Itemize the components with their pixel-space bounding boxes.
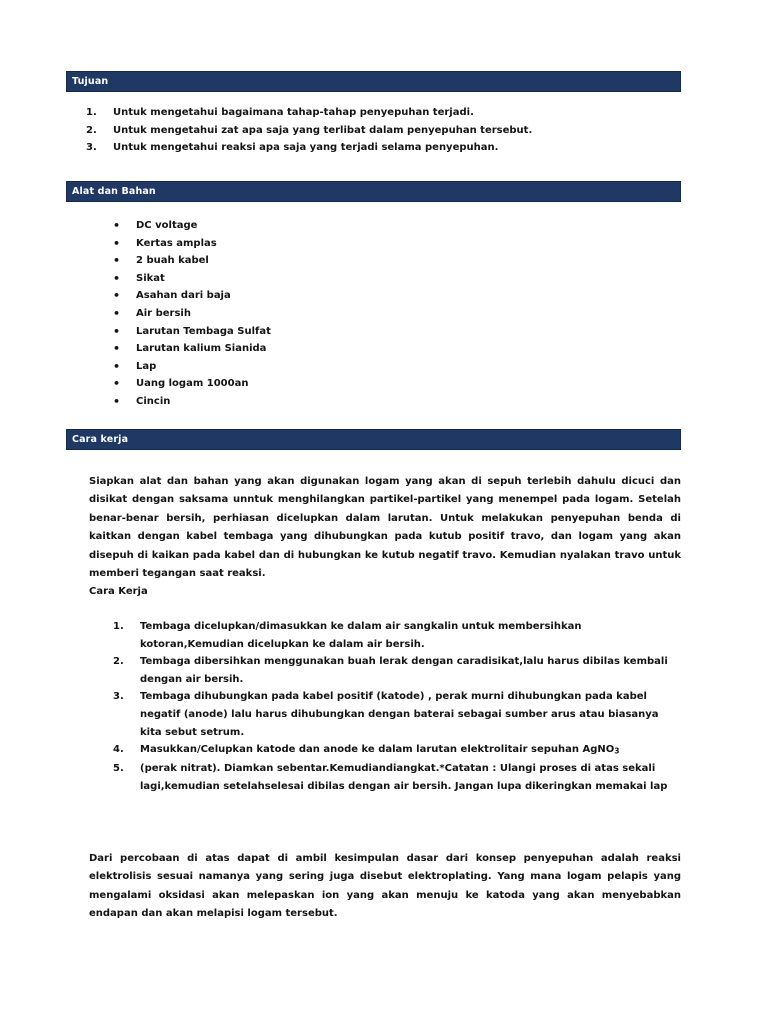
list-item — [113, 741, 683, 760]
list-item-label: Sikat — [136, 272, 165, 284]
list-item — [86, 139, 666, 157]
list-marker: 3. — [86, 142, 97, 153]
list-item — [113, 760, 683, 795]
section-heading-alat-dan-bahan: Alat dan Bahan — [66, 181, 681, 202]
list-item — [113, 217, 653, 235]
bullet-icon: • — [113, 394, 121, 408]
list-item-label: (perak nitrat). Diamkan sebentar.Kemudiandiangkat.*Catatan : Ulangi proses di atas sekali lagi,kemudian setelahselesai dibilas dengan air bersih. Jangan lupa dikeringkan memakai lap — [140, 763, 668, 792]
tujuan-list — [86, 104, 666, 157]
list-item-label: Untuk mengetahui zat apa saja yang terlibat dalam penyepuhan tersebut. — [113, 124, 533, 136]
list-item — [113, 235, 653, 253]
list-item-label: DC voltage — [136, 220, 198, 231]
list-item — [113, 270, 653, 288]
bullet-icon: • — [113, 306, 121, 320]
list-item-label: Tembaga dihubungkan pada kabel positif (katode) , perak murni dihubungkan pada kabel negatif (anode) lalu harus dihubungkan dengan baterai sebagai sumber arus atau biasanya kita sebut setrum. — [140, 691, 659, 738]
list-marker: 1. — [86, 107, 97, 118]
cara-kerja-intro-paragraph: Siapkan alat dan bahan yang akan digunakan logam yang akan di sepuh terlebih dahulu dicuci dan disikat dengan saksama unntuk menghilangkan partikel-partikel yang menempel pada logam. Setelah benar-benar bersih, perhiasan dicelupkan dalam larutan. Untuk melakukan penyepuhan benda di kaitkan dengan kabel tembaga yang dihubungkan pada kutub positif travo, dan logam yang akan disepuh di kaikan pada kabel dan di hubungkan ke kutub negatif travo. Kemudian nyalakan travo untuk memberi tegangan saat reaksi. — [89, 476, 681, 580]
bullet-icon: • — [113, 377, 121, 391]
list-item-label: Asahan dari baja — [136, 290, 231, 302]
list-item — [113, 688, 683, 741]
bullet-icon: • — [113, 324, 121, 338]
list-item — [113, 653, 683, 688]
cara-kerja-subheading: Cara Kerja — [89, 586, 148, 597]
list-item — [113, 358, 653, 376]
list-item-label: Cincin — [136, 395, 171, 407]
list-item — [113, 323, 653, 341]
list-marker: 3. — [113, 691, 124, 703]
list-item-label: Untuk mengetahui bagaimana tahap-tahap penyepuhan terjadi. — [113, 107, 474, 118]
list-item-label: Tembaga dicelupkan/dimasukkan ke dalam air sangkalin untuk membersihkan kotoran,Kemudian dicelupkan ke dalam air bersih. — [140, 621, 582, 650]
list-item — [113, 305, 653, 323]
list-item — [86, 104, 666, 122]
list-item-label: Kertas amplas — [136, 237, 217, 249]
list-marker: 4. — [113, 744, 124, 756]
bullet-icon: • — [113, 289, 121, 303]
list-item — [113, 618, 683, 653]
list-item — [113, 393, 653, 411]
bullet-icon: • — [113, 271, 121, 285]
section-heading-cara-kerja: Cara kerja — [66, 429, 681, 450]
list-item-label: Larutan kalium Sianida — [136, 343, 267, 355]
bullet-icon: • — [113, 219, 121, 232]
bullet-icon: • — [113, 359, 121, 373]
list-item — [113, 340, 653, 358]
list-marker: 2. — [113, 656, 124, 668]
list-item-label: Tembaga dibersihkan menggunakan buah lerak dengan caradisikat,lalu harus dibilas kembali dengan air bersih. — [140, 656, 668, 685]
list-item-label: 2 buah kabel — [136, 255, 209, 267]
list-marker: 5. — [113, 763, 124, 775]
step-4-text: Masukkan/Celupkan katode dan anode ke dalam larutan elektrolitair sepuhan AgNO — [140, 744, 615, 756]
list-item-label: Uang logam 1000an — [136, 378, 249, 390]
alat-dan-bahan-list — [113, 217, 653, 411]
list-item — [113, 287, 653, 305]
formula-subscript: 3 — [614, 746, 620, 756]
cara-kerja-steps-list — [113, 618, 683, 796]
section-heading-tujuan: Tujuan — [66, 71, 681, 92]
list-marker: 2. — [86, 124, 97, 136]
list-item — [113, 375, 653, 393]
list-item-label: Air bersih — [136, 307, 191, 319]
bullet-icon: • — [113, 236, 121, 250]
list-item — [113, 252, 653, 270]
bullet-icon: • — [113, 342, 121, 356]
list-item-label: Larutan Tembaga Sulfat — [136, 325, 271, 337]
list-marker: 1. — [113, 621, 124, 632]
bullet-icon: • — [113, 254, 121, 268]
list-item-label: Lap — [136, 360, 157, 372]
list-item-label: Untuk mengetahui reaksi apa saja yang terjadi selama penyepuhan. — [113, 142, 499, 153]
kesimpulan-paragraph: Dari percobaan di atas dapat di ambil kesimpulan dasar dari konsep penyepuhan adalah reaksi elektrolisis sesuai namanya yang sering juga disebut elektroplating. Yang mana logam pelapis yang mengalami oksidasi akan melepaskan ion yang akan menuju ke katoda yang akan menyebabkan endapan dan akan melapisi logam tersebut. — [89, 853, 681, 920]
list-item — [86, 122, 666, 140]
list-item-label — [113, 741, 683, 760]
